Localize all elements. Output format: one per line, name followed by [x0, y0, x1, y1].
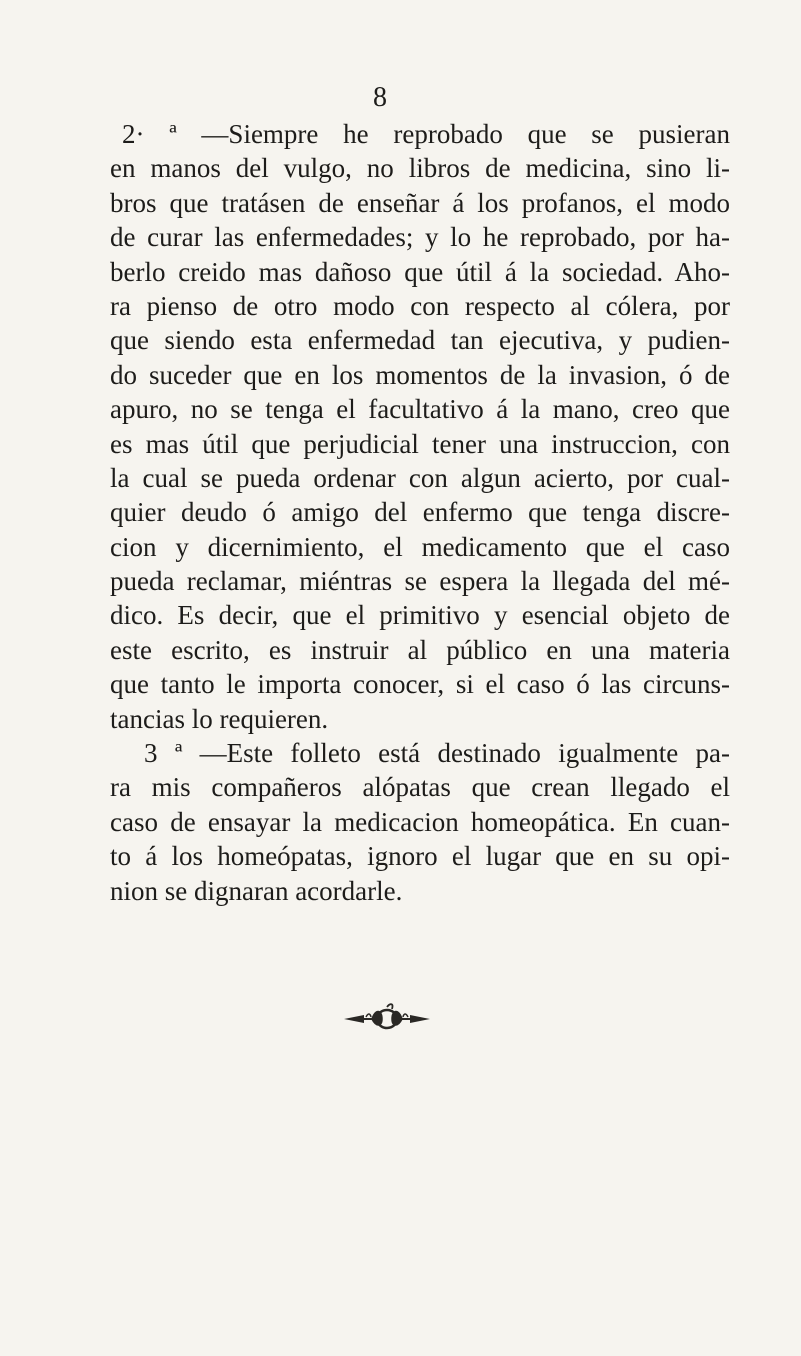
text-line: que siendo esta enfermedad tan ejecutiva, y pudien- [110, 325, 730, 356]
text-line: do suceder que en los momentos de la invasion, ó de [110, 359, 730, 390]
text-line: que tanto le importa conocer, si el caso ó las circuns- [110, 669, 730, 700]
text-line: tancias lo requieren. [110, 703, 329, 734]
typographic-ornament-icon [342, 1001, 432, 1033]
text-line: 3 ª —Este folleto está destinado igualmente pa- [144, 738, 730, 769]
text-line: en manos del vulgo, no libros de medicina, sino li- [110, 153, 730, 184]
text-line: ra mis compañeros alópatas que crean llegado el [110, 772, 730, 803]
text-line: bros que tratásen de enseñar á los profanos, el modo [110, 187, 730, 218]
text-line: la cual se pueda ordenar con algun acierto, por cual- [110, 462, 730, 493]
text-line: nion se dignaran acordarle. [110, 875, 403, 906]
text-line: quier deudo ó amigo del enfermo que tenga discre- [110, 497, 730, 528]
text-line: apuro, no se tenga el facultativo á la mano, creo que [110, 394, 730, 425]
body-text [110, 117, 730, 908]
page-number: 8 [373, 82, 387, 113]
text-line: es mas útil que perjudicial tener una instruccion, con [110, 428, 730, 459]
text-line: berlo creido mas dañoso que útil á la sociedad. Aho- [110, 256, 730, 287]
text-line: este escrito, es instruir al público en una materia [110, 634, 730, 665]
text-line: 2· ª —Siempre he reprobado que se pusieran [122, 119, 730, 149]
text-line: cion y dicernimiento, el medicamento que el caso [110, 531, 730, 562]
text-line: ra pienso de otro modo con respecto al cólera, por [110, 290, 730, 321]
text-line: pueda reclamar, miéntras se espera la llegada del mé- [110, 566, 730, 597]
text-line: de curar las enfermedades; y lo he reprobado, por ha- [110, 222, 730, 253]
text-line: caso de ensayar la medicacion homeopática. En cuan- [110, 806, 730, 837]
text-line: to á los homeópatas, ignoro el lugar que en su opi- [110, 841, 730, 872]
text-line: dico. Es decir, que el primitivo y esencial objeto de [110, 600, 730, 631]
